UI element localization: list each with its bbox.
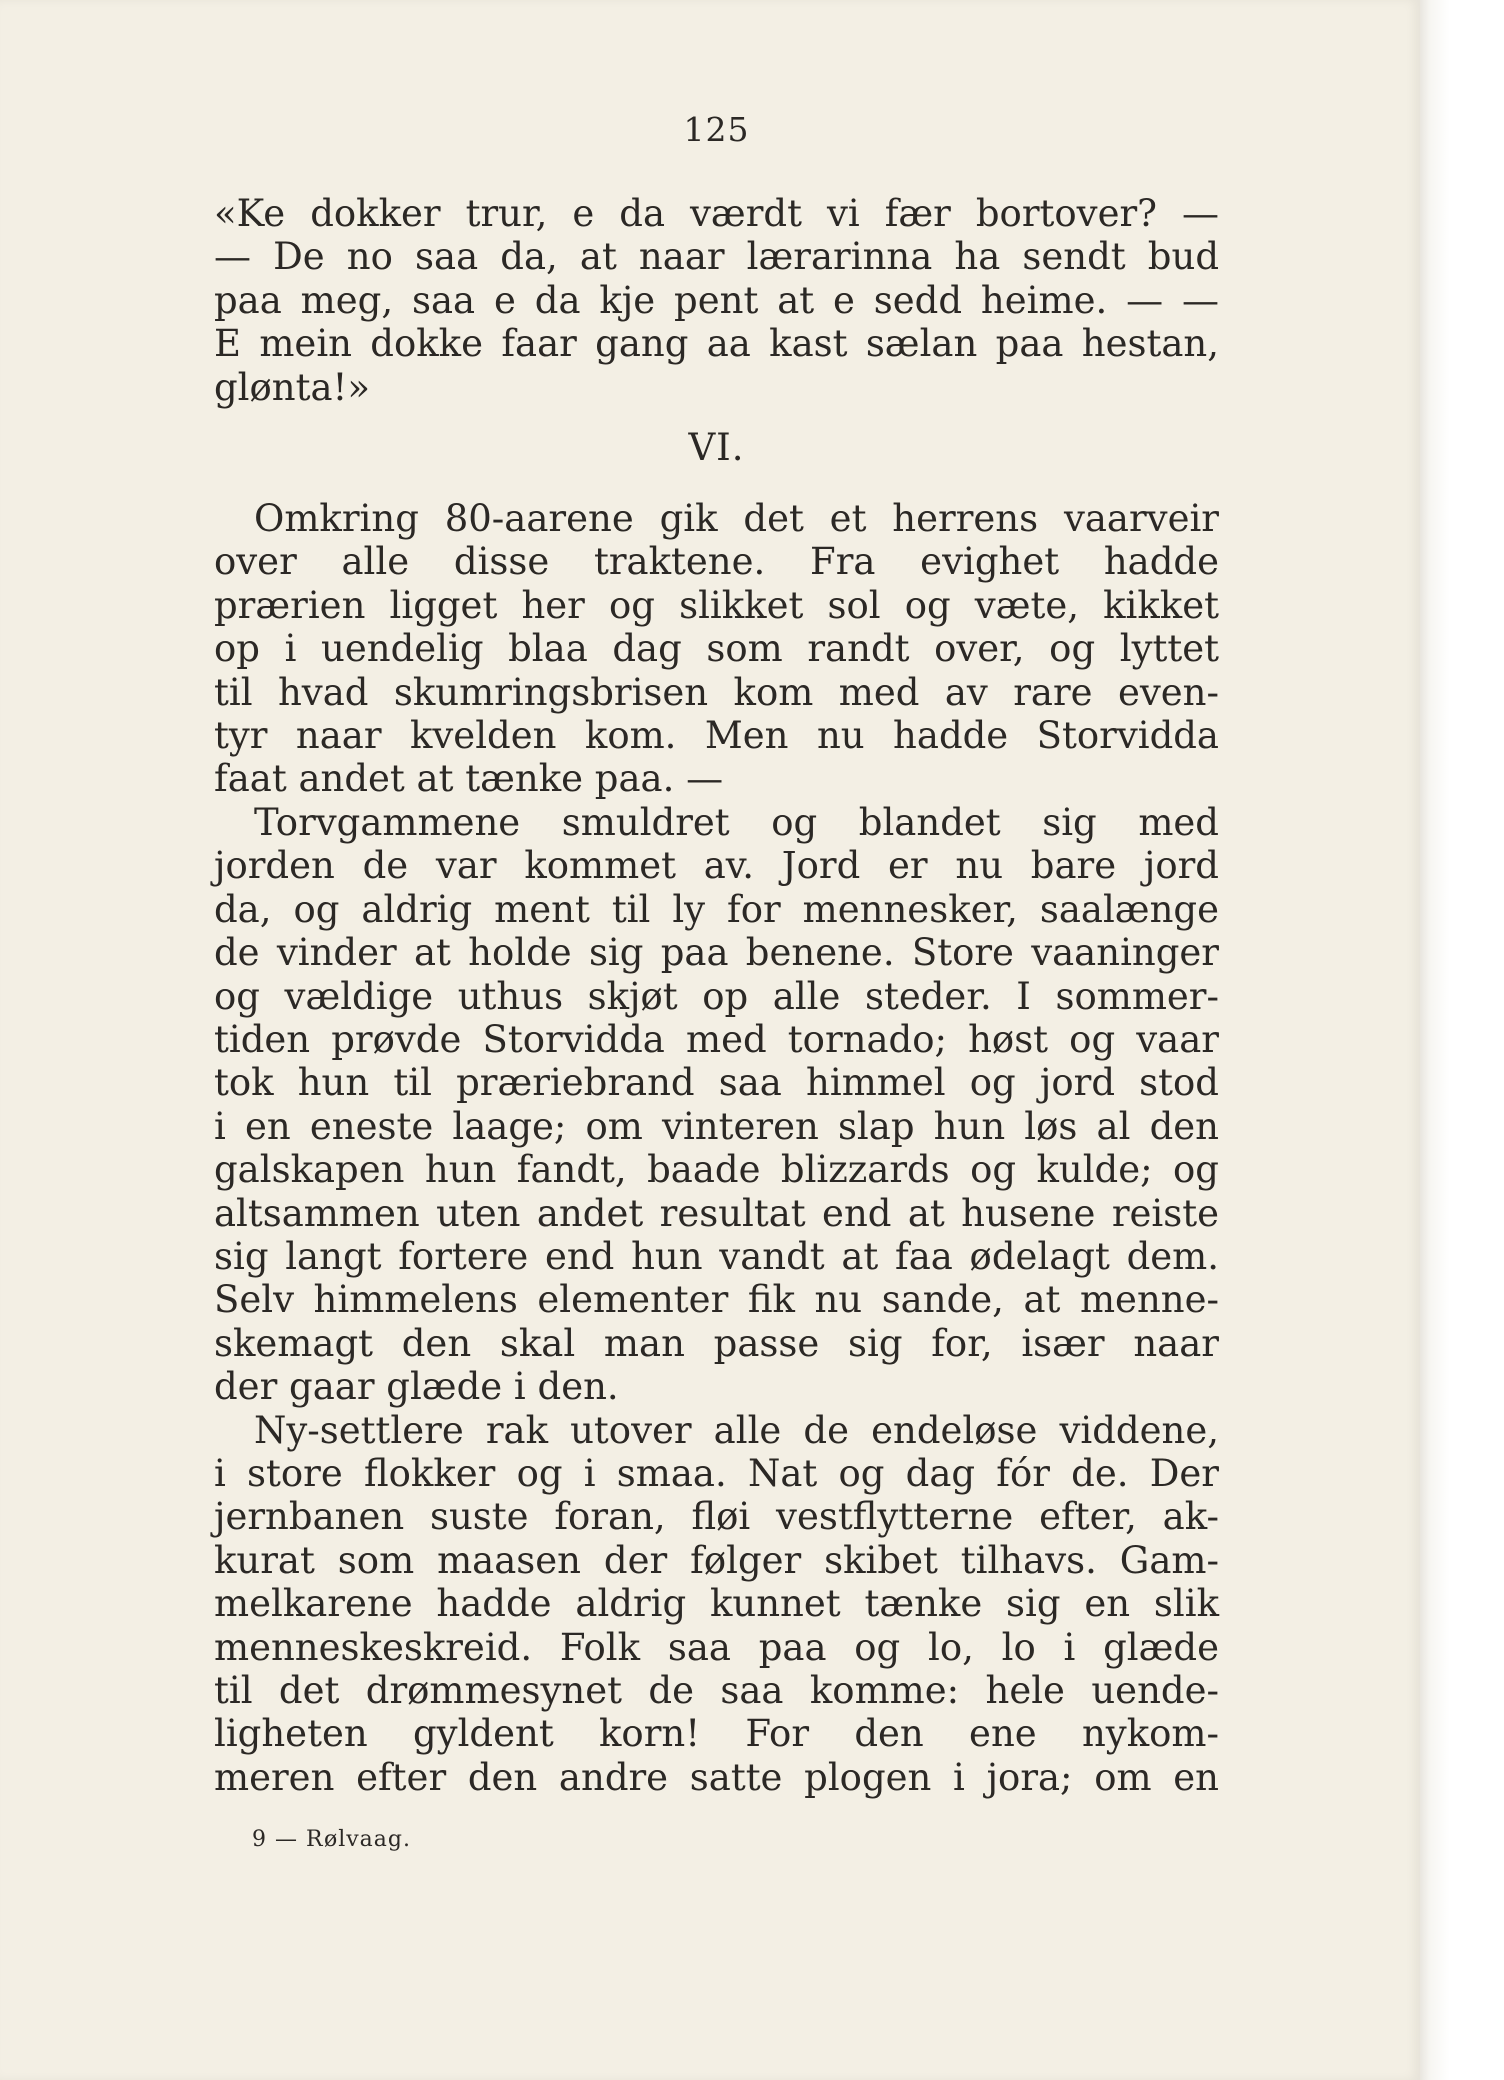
text-line: faat andet at tænke paa. —: [214, 757, 724, 801]
text-line: Omkring 80-aarene gik det et herrens vaarveir: [254, 497, 1219, 541]
text-line: tiden prøvde Storvidda med tornado; høst og vaar: [214, 1017, 1219, 1061]
text-line: prærien ligget her og slikket sol og væte, kikket: [214, 583, 1219, 627]
text-line: paa meg, saa e da kje pent at e sedd heime. — —: [214, 278, 1219, 322]
text-line: op i uendelig blaa dag som randt over, og lyttet: [214, 627, 1219, 671]
text-line: ligheten gyldent korn! For den ene nykom-: [214, 1712, 1219, 1756]
text-line: da, og aldrig ment til ly for mennesker, saalænge: [214, 887, 1219, 931]
paragraph: [214, 801, 1219, 1409]
scan-edge: [1420, 0, 1504, 2080]
text-line: sig langt fortere end hun vandt at faa ødelagt dem.: [214, 1234, 1219, 1278]
section-heading: VI.: [688, 426, 745, 470]
dialogue-paragraph: [214, 192, 1219, 409]
text-line: Torvgammene smuldret og blandet sig med: [254, 800, 1219, 844]
text-line: jorden de var kommet av. Jord er nu bare jord: [214, 844, 1219, 888]
text-line: Selv himmelens elementer fik nu sande, at menne-: [214, 1278, 1219, 1322]
text-line: Ny-settlere rak utover alle de endeløse viddene,: [254, 1408, 1219, 1452]
text-line: gløntа!»: [214, 365, 371, 409]
page-number: 125: [683, 110, 750, 149]
text-line: i store flokker og i smaa. Nat og dag fór de. Der: [214, 1451, 1219, 1495]
text-line: jernbanen suste foran, fløi vestflytterne efter, ak-: [214, 1495, 1219, 1539]
text-line: de vinder at holde sig paa benene. Store vaaninger: [214, 931, 1219, 975]
book-page: [214, 108, 1219, 1855]
text-line: altsammen uten andet resultat end at husene reiste: [214, 1191, 1219, 1235]
page-footer-signature: 9 — Rølvaag.: [252, 1827, 411, 1853]
text-line: over alle disse traktene. Fra evighet hadde: [214, 540, 1219, 584]
text-line: melkarene hadde aldrig kunnet tænke sig en slik: [214, 1582, 1219, 1626]
text-line: til det drømmesynet de saa komme: hele uende-: [214, 1669, 1219, 1712]
text-line: meren efter den andre satte plogen i jora; om en: [214, 1755, 1219, 1799]
text-line: skemagt den skal man passe sig for, især naar: [214, 1321, 1219, 1365]
text-line: der gaar glæde i den.: [214, 1365, 619, 1409]
text-line: i en eneste laage; om vinteren slap hun løs al den: [214, 1104, 1219, 1148]
text-line: tok hun til præriebrand saa himmel og jord stod: [214, 1061, 1219, 1105]
text-line: kurat som maasen der følger skibet tilhavs. Gam-: [214, 1538, 1219, 1582]
paragraph: [214, 497, 1219, 801]
text-line: til hvad skumringsbrisen kom med av rare even-: [214, 670, 1219, 714]
text-line: og vældige uthus skjøt op alle steder. I sommer-: [214, 974, 1219, 1018]
text-line: «Ke dokker trur, e da værdt vi fær bortover? —: [214, 192, 1219, 235]
text-line: galskapen hun fandt, baade blizzards og kulde; og: [214, 1148, 1219, 1192]
text-line: menneskeskreid. Folk saa paa og lo, lo i glæde: [214, 1625, 1219, 1669]
text-line: E mein dokke faar gang aa kast sælan paa hestan,: [214, 322, 1219, 366]
text-line: — De no saa da, at naar lærarinna ha sendt bud: [214, 235, 1219, 279]
paragraph: [214, 1409, 1219, 1800]
text-line: tyr naar kvelden kom. Men nu hadde Storvidda: [214, 714, 1219, 758]
